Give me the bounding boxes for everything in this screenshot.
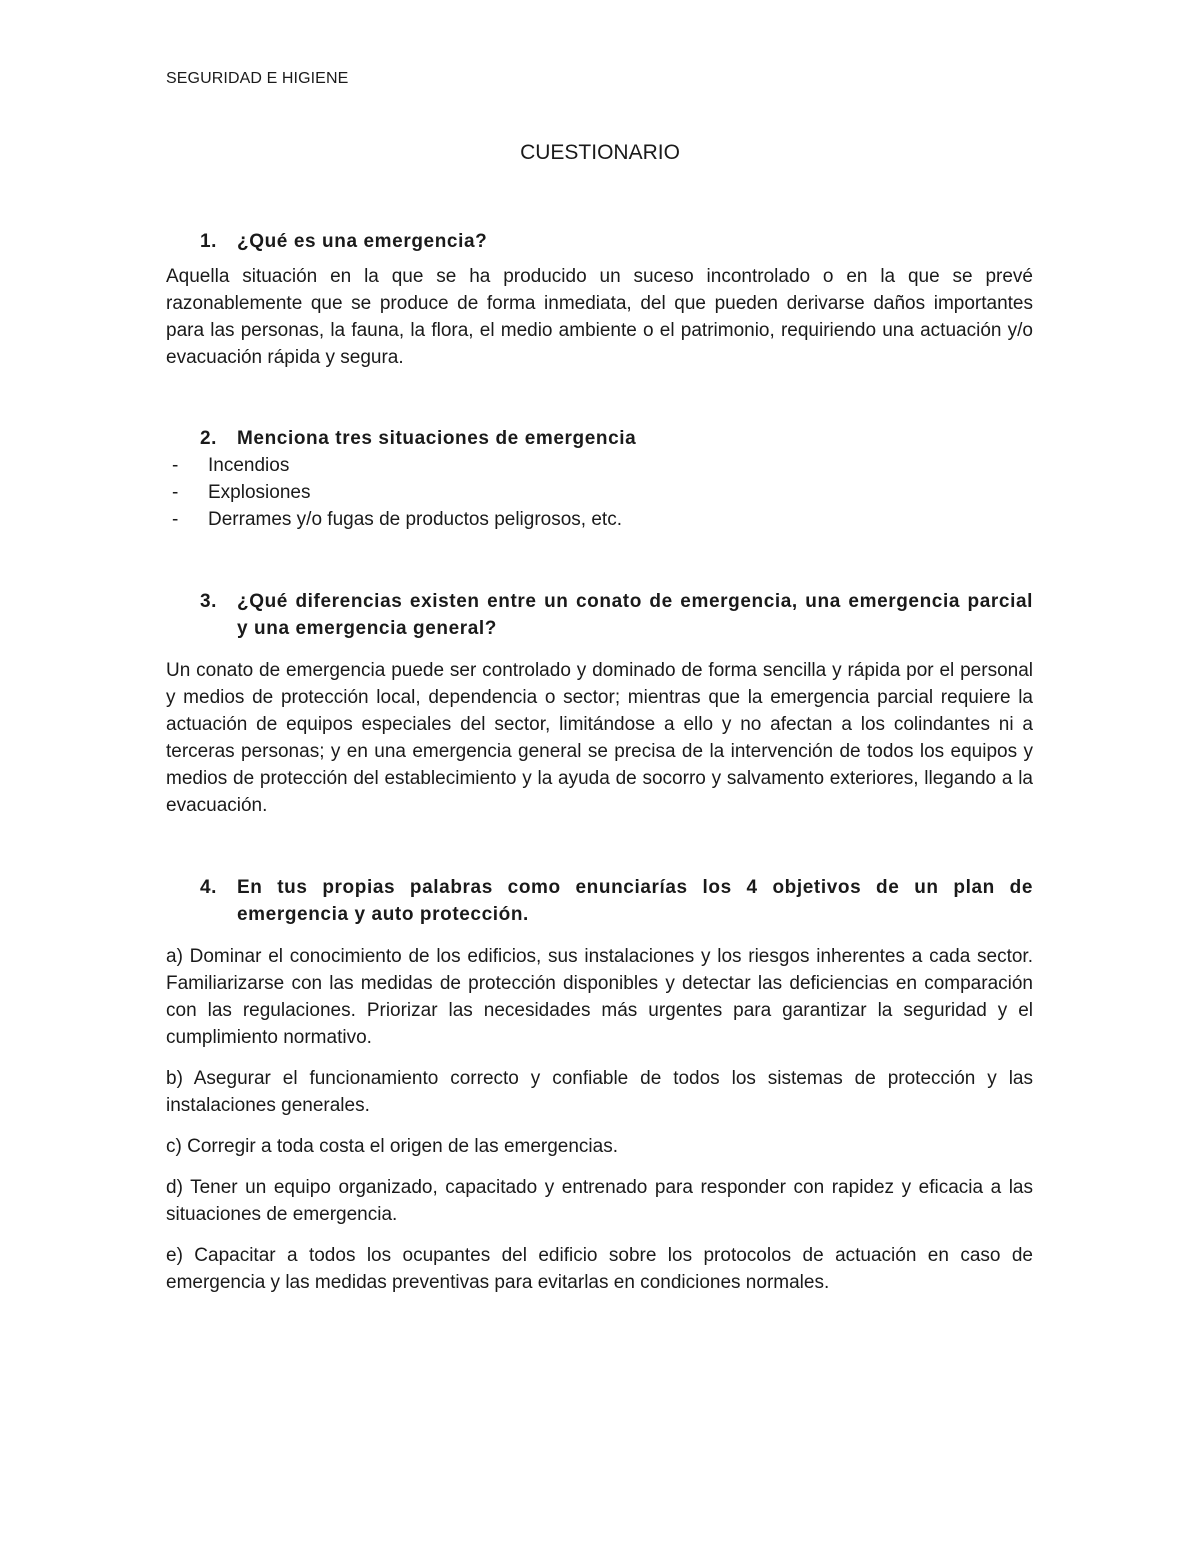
question-number: 4. [200,877,218,898]
question-text: ¿Qué es una emergencia? [237,231,488,252]
question-text: ¿Qué diferencias existen entre un conato de emergencia, una emergencia parcial y una emergencia general? [237,591,1033,639]
document-body [166,228,1033,1296]
list-item-text: Explosiones [208,482,311,503]
answer-4d: d) Tener un equipo organizado, capacitado y entrenado para responder con rapidez y eficacia a las situaciones de emergencia. [166,1177,1033,1225]
list-item-text: Incendios [208,455,290,476]
question-4 [200,874,1033,928]
list-bullet: - [172,509,179,530]
question-number: 2. [200,428,218,449]
list-bullet: - [172,482,179,503]
list-item-text: Derrames y/o fugas de productos peligrosos, etc. [208,509,622,530]
document-title: CUESTIONARIO [520,141,680,164]
question-2 [200,425,1033,452]
answer-4a: a) Dominar el conocimiento de los edificios, sus instalaciones y los riesgos inherentes a cada sector. Familiarizarse con las medidas de protección disponibles y detectar las deficiencias en comparación con las regulaciones. Priorizar las necesidades más urgentes para garantizar la seguridad y el cumplimiento normativo. [166,946,1033,1048]
question-number: 1. [200,231,218,252]
question-text: En tus propias palabras como enunciarías los 4 objetivos de un plan de emergencia y auto protección. [237,877,1033,925]
question-text: Menciona tres situaciones de emergencia [237,428,637,449]
question-number: 3. [200,591,218,612]
question-3 [200,588,1033,642]
answer-1: Aquella situación en la que se ha producido un suceso incontrolado o en la que se prevé razonablemente que se produce de forma inmediata, del que pueden derivarse daños importantes para las personas, la fauna, la flora, el medio ambiente o el patrimonio, requiriendo una actuación y/o evacuación rápida y segura. [166,266,1033,368]
list-bullet: - [172,455,179,476]
answer-4c: c) Corregir a toda costa el origen de las emergencias. [166,1136,619,1157]
emergency-situations-list [166,452,1033,533]
list-item [166,506,1033,533]
list-item [166,479,1033,506]
answer-4b: b) Asegurar el funcionamiento correcto y confiable de todos los sistemas de protección y las instalaciones generales. [166,1068,1033,1116]
answer-3: Un conato de emergencia puede ser controlado y dominado de forma sencilla y rápida por el personal y medios de protección local, dependencia o sector; mientras que la emergencia parcial requiere la actuación de equipos especiales del sector, limitándose a ello y no afectan a los colindantes ni a terceras personas; y en una emergencia general se precisa de la intervención de todos los equipos y medios de protección del establecimiento y la ayuda de socorro y salvamento exteriores, llegando a la evacuación. [166,660,1033,816]
list-item [166,452,1033,479]
page-header: SEGURIDAD E HIGIENE [166,70,349,87]
answer-4e: e) Capacitar a todos los ocupantes del edificio sobre los protocolos de actuación en caso de emergencia y las medidas preventivas para evitarlas en condiciones normales. [166,1245,1033,1293]
question-1 [200,228,1033,255]
